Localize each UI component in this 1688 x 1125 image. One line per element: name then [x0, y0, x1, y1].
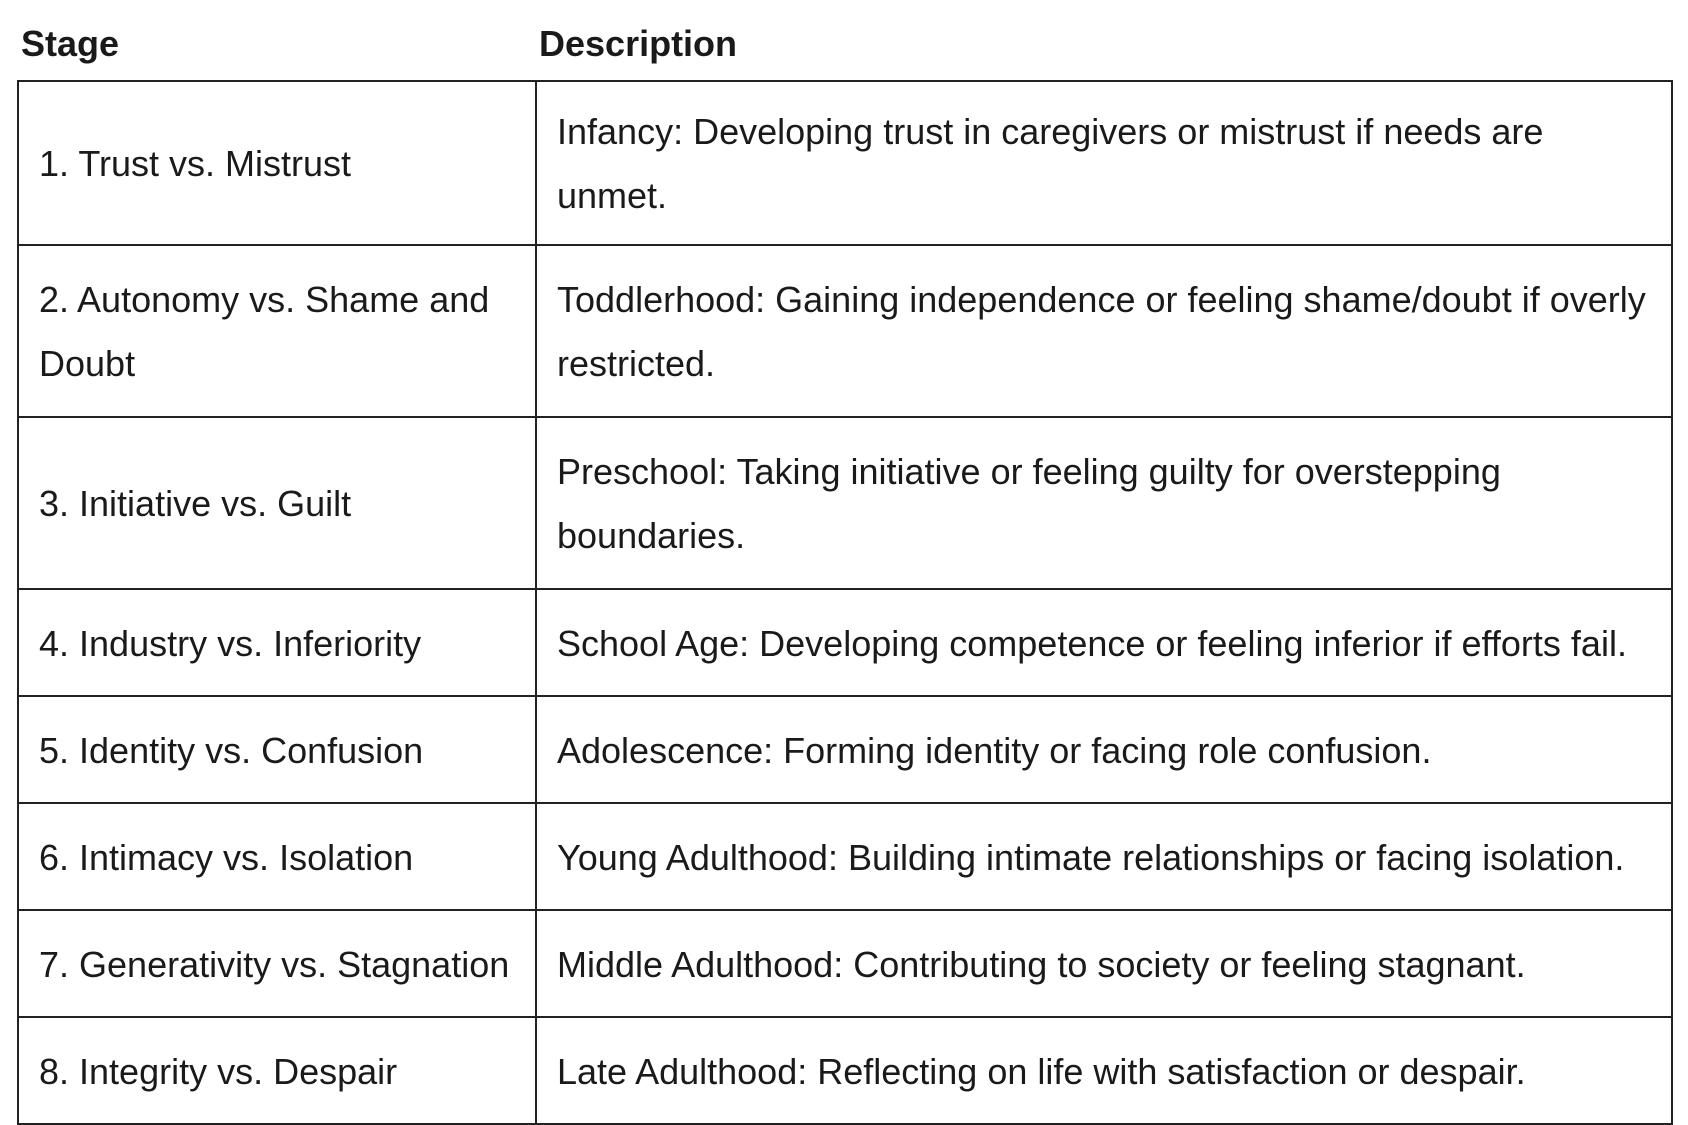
stage-cell: 5. Identity vs. Confusion: [18, 696, 536, 803]
table-row: [18, 1017, 1672, 1124]
stages-table-wrapper: [17, 0, 1671, 1125]
stage-cell: 1. Trust vs. Mistrust: [18, 81, 536, 245]
description-cell: Adolescence: Forming identity or facing role confusion.: [536, 696, 1672, 803]
stage-cell: 7. Generativity vs. Stagnation: [18, 910, 536, 1017]
header-description: Description: [539, 23, 738, 64]
table-row: [18, 589, 1672, 696]
table-row: [18, 803, 1672, 910]
table-row: [18, 910, 1672, 1017]
description-cell: Late Adulthood: Reflecting on life with satisfaction or despair.: [536, 1017, 1672, 1124]
table-row: [18, 245, 1672, 417]
stage-cell: 4. Industry vs. Inferiority: [18, 589, 536, 696]
stage-cell: 8. Integrity vs. Despair: [18, 1017, 536, 1124]
description-cell: School Age: Developing competence or feeling inferior if efforts fail.: [536, 589, 1672, 696]
description-cell: Infancy: Developing trust in caregivers or mistrust if needs are unmet.: [536, 81, 1672, 245]
description-cell: Preschool: Taking initiative or feeling guilty for overstepping boundaries.: [536, 417, 1672, 589]
stage-cell: 6. Intimacy vs. Isolation: [18, 803, 536, 910]
description-cell: Toddlerhood: Gaining independence or feeling shame/doubt if overly restricted.: [536, 245, 1672, 417]
table-header-row: [17, 0, 1671, 80]
table-row: [18, 417, 1672, 589]
stages-table: [17, 80, 1673, 1125]
header-stage: Stage: [21, 23, 120, 64]
description-cell: Middle Adulthood: Contributing to society or feeling stagnant.: [536, 910, 1672, 1017]
description-cell: Young Adulthood: Building intimate relationships or facing isolation.: [536, 803, 1672, 910]
stage-cell: 3. Initiative vs. Guilt: [18, 417, 536, 589]
stage-cell: 2. Autonomy vs. Shame and Doubt: [18, 245, 536, 417]
table-row: [18, 696, 1672, 803]
table-row: [18, 81, 1672, 245]
